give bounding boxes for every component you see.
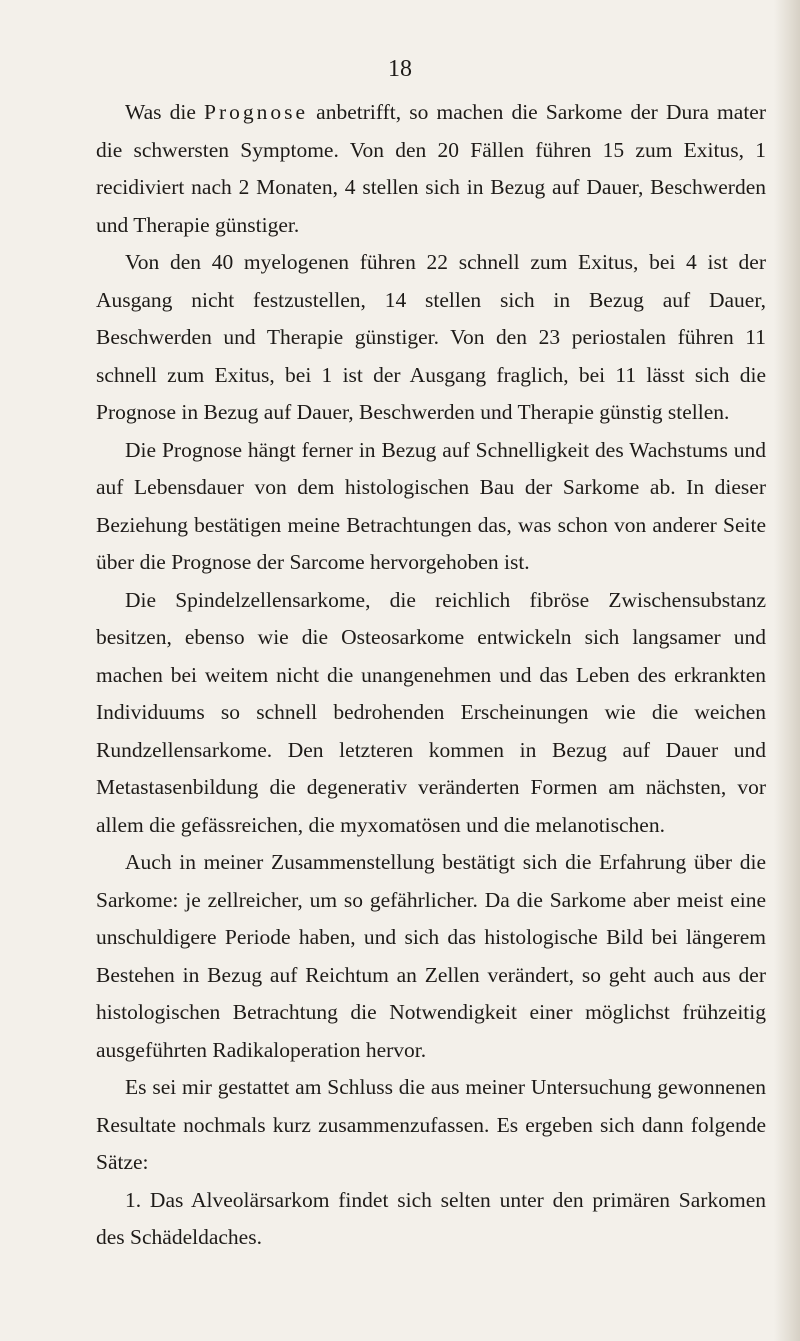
body-text	[96, 94, 766, 1257]
paragraph-summary-intro: Es sei mir gestattet am Schluss die aus meiner Untersuchung gewonnenen Resultate nochmals kurz zusammenzufassen. Es ergeben sich dann folgende Sätze:	[96, 1075, 766, 1174]
emphasized-word-prognose: Prognose	[204, 100, 309, 124]
list-item-number: 1.	[125, 1187, 142, 1212]
page-number: 18	[388, 56, 412, 82]
list-item	[96, 1182, 766, 1257]
paragraph-prognosis-rest: anbetrifft, so machen die Sarkome der Dura mater die schwersten Symptome. Von den 20 Fällen führen 15 zum Exitus, 1 recidiviert nach 2 Monaten, 4 stellen sich in Bezug auf Dauer, Beschwerden und Therapie günstiger.	[96, 100, 766, 237]
list-item-text: Das Alveolärsarkom findet sich selten unter den primären Sarkomen des Schädeldaches.	[96, 1187, 766, 1249]
paragraph-prognosis	[96, 94, 766, 244]
paragraph-histology: Die Prognose hängt ferner in Bezug auf Schnelligkeit des Wachstums und auf Lebensdauer von dem histologischen Bau der Sarkome ab. In dieser Beziehung bestätigen meine Betrachtungen das, was schon von anderer Seite über die Prognose der Sarcome hervorgehoben ist.	[96, 437, 766, 574]
paragraph-myelogenous: Von den 40 myelogenen führen 22 schnell zum Exitus, bei 4 ist der Ausgang nicht festzustellen, 14 stellen sich in Bezug auf Dauer, Beschwerden und Therapie günstiger. Von den 23 periostalen führen 11 schnell zum Exitus, bei 1 ist der Ausgang fraglich, bei 11 lässt sich die Prognose in Bezug auf Dauer, Beschwerden und Therapie günstig stellen.	[96, 250, 766, 424]
page-edge-shadow	[774, 0, 800, 1341]
paragraph-prognosis-lead: Was die	[125, 100, 204, 124]
paragraph-spindle-cell: Die Spindelzellensarkome, die reichlich fibröse Zwischensubstanz besitzen, ebenso wie die Osteosarkome entwickeln sich langsamer und machen bei weitem nicht die unangenehmen und das Leben des erkrankten Individuums so schnell bedrohenden Erscheinungen wie die weichen Rundzellensarkome. Den letzteren kommen in Bezug auf Dauer und Metastasenbildung die degenerativ veränderten Formen am nächsten, vor allem die gefässreichen, die myxomatösen und die melanotischen.	[96, 587, 766, 837]
paragraph-cell-richness: Auch in meiner Zusammenstellung bestätigt sich die Erfahrung über die Sarkome: je zellreicher, um so gefährlicher. Da die Sarkome aber meist eine unschuldigere Periode haben, und sich das histologische Bild bei längerem Bestehen in Bezug auf Reichtum an Zellen verändert, so geht auch aus der histologischen Betrachtung die Notwendigkeit einer möglichst frühzeitig ausgeführten Radikaloperation hervor.	[96, 850, 766, 1062]
